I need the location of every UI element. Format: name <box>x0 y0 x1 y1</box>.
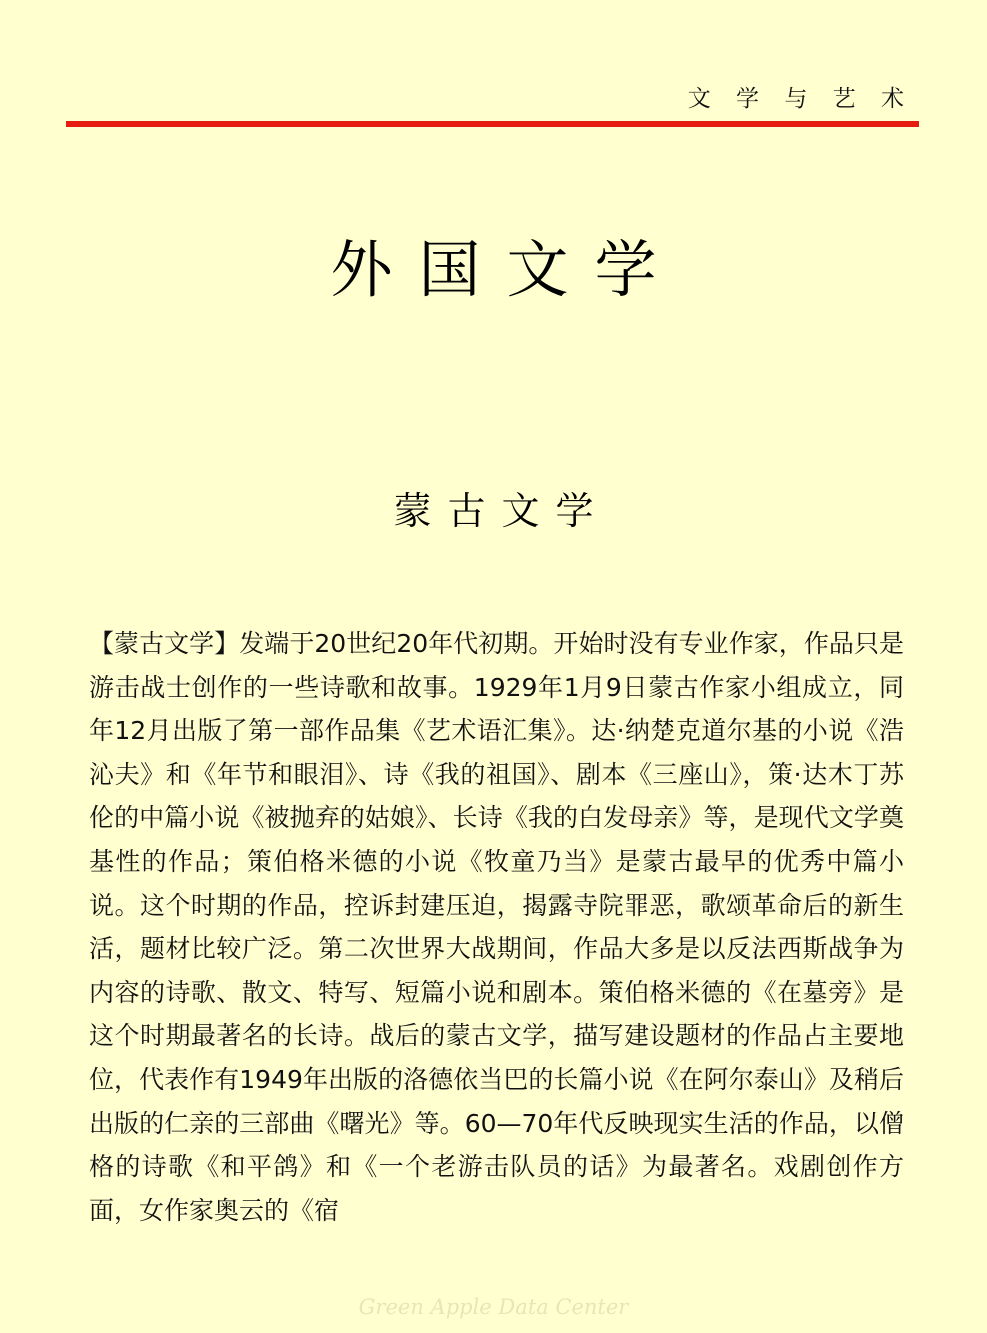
watermark: Green Apple Data Center <box>358 1295 629 1319</box>
section-tag: 文 学 与 艺 术 <box>687 86 913 112</box>
section-title: 蒙古文学 <box>393 489 610 533</box>
page-title: 外国文学 <box>330 233 683 306</box>
header-rule <box>66 121 919 127</box>
article-body: 【蒙古文学】发端于20世纪20年代初期。开始时没有专业作家，作品只是游击战士创作的一些诗歌和故事。1929年1月9日蒙古作家小组成立，同年12月出版了第一部作品集《艺术语汇集》。达·纳楚克道尔基的小说《浩沁夫》和《年节和眼泪》、诗《我的祖国》、剧本《三座山》，策·达木丁苏伦的中篇小说《被抛弃的姑娘》、长诗《我的白发母亲》等，是现代文学奠基性的作品；策伯格米德的小说《牧童乃当》是蒙古最早的优秀中篇小说。这个时期的作品，控诉封建压迫，揭露寺院罪恶，歌颂革命后的新生活，题材比较广泛。第二次世界大战期间，作品大多是以反法西斯战争为内容的诗歌、散文、特写、短篇小说和剧本。策伯格米德的《在墓旁》是这个时期最著名的长诗。战后的蒙古文学，描写建设题材的作品占主要地位，代表作有1949年出版的洛德依当巴的长篇小说《在阿尔泰山》及稍后出版的仁亲的三部曲《曙光》等。60—70年代反映现实生活的作品，以僧格的诗歌《和平鸽》和《一个老游击队员的话》为最著名。戏剧创作方面，女作家奥云的《宿 <box>89 629 904 1225</box>
